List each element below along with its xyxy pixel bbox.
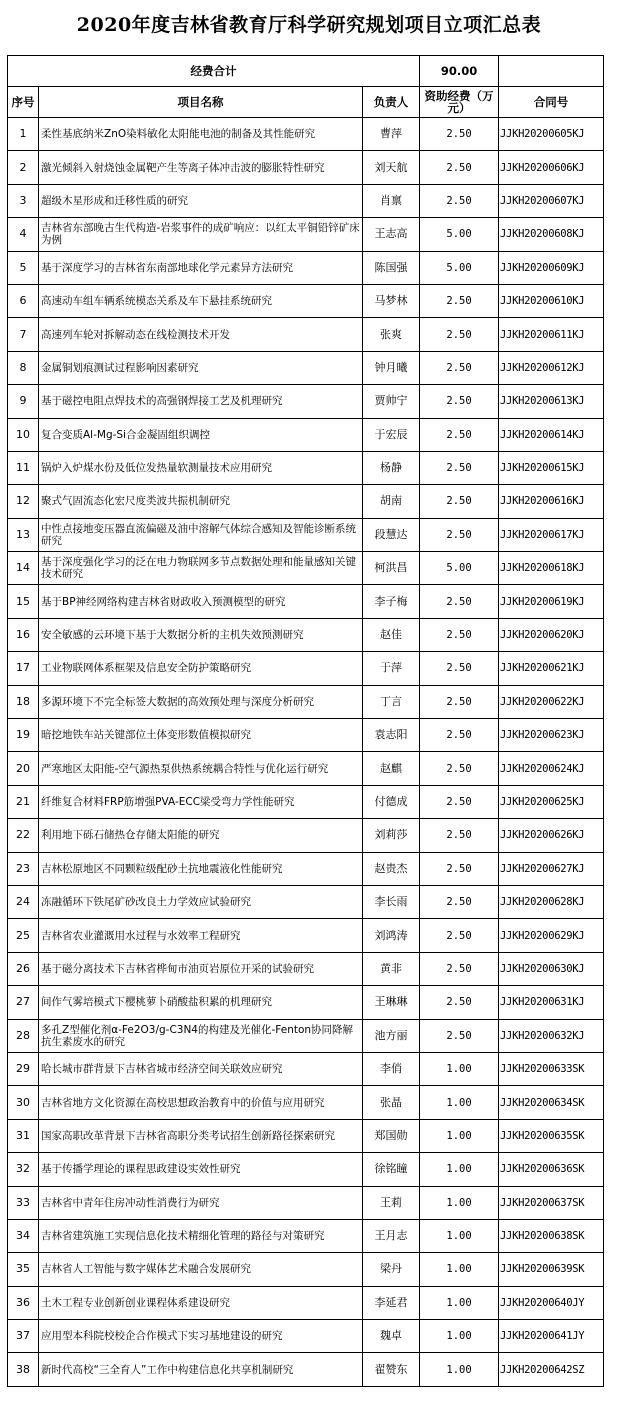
cell-code: JJKH20200605KJ [499, 118, 604, 151]
cell-fund: 1.00 [420, 1286, 499, 1319]
cell-fund: 2.50 [420, 986, 499, 1019]
cell-owner: 袁志阳 [363, 719, 420, 752]
cell-owner: 赵贵杰 [363, 852, 420, 885]
table-row [8, 351, 604, 384]
page-title: 2020年度吉林省教育厅科学研究规划项目立项汇总表 [76, 14, 542, 36]
summary-total: 90.00 [420, 56, 499, 87]
table-row [8, 785, 604, 818]
table-row [8, 618, 604, 651]
table-row [8, 885, 604, 918]
cell-fund: 2.50 [420, 184, 499, 217]
cell-code: JJKH20200609KJ [499, 251, 604, 284]
cell-name: 纤维复合材料FRP筋增强PVA-ECC梁受弯力学性能研究 [39, 785, 363, 818]
cell-owner: 刘天航 [363, 151, 420, 184]
cell-code: JJKH20200608KJ [499, 218, 604, 251]
table-row [8, 1286, 604, 1319]
cell-name: 吉林松原地区不同颗粒级配砂土抗地震液化性能研究 [39, 852, 363, 885]
cell-owner: 张爽 [363, 318, 420, 351]
cell-code: JJKH20200615KJ [499, 451, 604, 484]
cell-owner: 池方丽 [363, 1019, 420, 1052]
cell-name: 基于BP神经网络构建吉林省财政收入预测模型的研究 [39, 585, 363, 618]
cell-name: 吉林省地方文化资源在高校思想政治教育中的价值与应用研究 [39, 1086, 363, 1119]
cell-owner: 肖禀 [363, 184, 420, 217]
cell-seq: 17 [8, 652, 39, 685]
cell-owner: 郑国勋 [363, 1119, 420, 1152]
cell-fund: 2.50 [420, 852, 499, 885]
cell-code: JJKH20200610KJ [499, 284, 604, 317]
cell-fund: 2.50 [420, 885, 499, 918]
cell-owner: 张晶 [363, 1086, 420, 1119]
cell-seq: 1 [8, 118, 39, 151]
header-row [8, 87, 604, 118]
cell-fund: 2.50 [420, 919, 499, 952]
cell-seq: 20 [8, 752, 39, 785]
cell-owner: 王琳琳 [363, 986, 420, 1019]
cell-fund: 2.50 [420, 685, 499, 718]
table-row [8, 385, 604, 418]
cell-name: 金属铜划痕测试过程影响因素研究 [39, 351, 363, 384]
cell-name: 严寒地区太阳能-空气源热泵供热系统耦合特性与优化运行研究 [39, 752, 363, 785]
cell-owner: 梁丹 [363, 1253, 420, 1286]
cell-fund: 1.00 [420, 1320, 499, 1353]
cell-seq: 10 [8, 418, 39, 451]
table-row [8, 1186, 604, 1219]
cell-name: 中性点接地变压器直流偏磁及油中溶解气体综合感知及智能诊断系统研究 [39, 518, 363, 551]
cell-code: JJKH20200624KJ [499, 752, 604, 785]
cell-seq: 13 [8, 518, 39, 551]
cell-owner: 李延君 [363, 1286, 420, 1319]
cell-name: 基于深度强化学习的泛在电力物联网多节点数据处理和能量感知关键技术研究 [39, 552, 363, 585]
cell-code: JJKH20200613KJ [499, 385, 604, 418]
table-row [8, 1253, 604, 1286]
cell-name: 基于磁控电阻点焊技术的高强钢焊接工艺及机理研究 [39, 385, 363, 418]
cell-fund: 2.50 [420, 1019, 499, 1052]
cell-seq: 29 [8, 1052, 39, 1085]
cell-seq: 3 [8, 184, 39, 217]
cell-code: JJKH20200618KJ [499, 552, 604, 585]
cell-owner: 杨静 [363, 451, 420, 484]
cell-name: 基于传播学理论的课程思政建设实效性研究 [39, 1153, 363, 1186]
cell-code: JJKH20200633SK [499, 1052, 604, 1085]
cell-seq: 6 [8, 284, 39, 317]
cell-owner: 黄非 [363, 952, 420, 985]
cell-owner: 于宏辰 [363, 418, 420, 451]
cell-owner: 胡南 [363, 485, 420, 518]
cell-code: JJKH20200611KJ [499, 318, 604, 351]
cell-seq: 11 [8, 451, 39, 484]
cell-fund: 5.00 [420, 218, 499, 251]
cell-name: 间作气雾培模式下樱桃萝卜硝酸盐积累的机理研究 [39, 986, 363, 1019]
cell-name: 吉林省人工智能与数字媒体艺术融合发展研究 [39, 1253, 363, 1286]
cell-seq: 9 [8, 385, 39, 418]
table-row [8, 652, 604, 685]
cell-fund: 2.50 [420, 652, 499, 685]
cell-name: 土木工程专业创新创业课程体系建设研究 [39, 1286, 363, 1319]
cell-name: 应用型本科院校校企合作模式下实习基地建设的研究 [39, 1320, 363, 1353]
cell-name: 工业物联网体系框架及信息安全防护策略研究 [39, 652, 363, 685]
project-table [7, 55, 604, 1387]
table-row [8, 719, 604, 752]
cell-fund: 5.00 [420, 552, 499, 585]
cell-code: JJKH20200621KJ [499, 652, 604, 685]
table-row [8, 118, 604, 151]
cell-fund: 2.50 [420, 351, 499, 384]
cell-name: 多孔Z型催化剂α-Fe2O3/g-C3N4的构建及光催化-Fenton协同降解抗生素废水的研究 [39, 1019, 363, 1052]
cell-owner: 柯洪昌 [363, 552, 420, 585]
cell-name: 新时代高校“三全育人”工作中构建信息化共享机制研究 [39, 1353, 363, 1386]
summary-label: 经费合计 [8, 56, 420, 87]
table-row [8, 585, 604, 618]
cell-seq: 18 [8, 685, 39, 718]
cell-owner: 于萍 [363, 652, 420, 685]
cell-name: 吉林省东部晚古生代构造-岩浆事件的成矿响应：以红太平铜铅锌矿床为例 [39, 218, 363, 251]
cell-name: 柔性基底纳米ZnO染料敏化太阳能电池的制备及其性能研究 [39, 118, 363, 151]
cell-owner: 刘鸿涛 [363, 919, 420, 952]
cell-owner: 王月志 [363, 1219, 420, 1252]
table-row [8, 218, 604, 251]
cell-seq: 15 [8, 585, 39, 618]
cell-name: 激光倾斜入射烧蚀金属靶产生等离子体冲击波的膨胀特性研究 [39, 151, 363, 184]
cell-fund: 1.00 [420, 1186, 499, 1219]
table-row [8, 752, 604, 785]
cell-owner: 钟月曦 [363, 351, 420, 384]
cell-code: JJKH20200642SZ [499, 1353, 604, 1386]
cell-code: JJKH20200638SK [499, 1219, 604, 1252]
summary-row [8, 56, 604, 87]
table-row [8, 919, 604, 952]
cell-seq: 34 [8, 1219, 39, 1252]
table-row [8, 852, 604, 885]
cell-code: JJKH20200630KJ [499, 952, 604, 985]
cell-fund: 1.00 [420, 1086, 499, 1119]
cell-seq: 28 [8, 1019, 39, 1052]
cell-seq: 24 [8, 885, 39, 918]
cell-code: JJKH20200616KJ [499, 485, 604, 518]
cell-owner: 刘莉莎 [363, 819, 420, 852]
cell-seq: 7 [8, 318, 39, 351]
cell-code: JJKH20200614KJ [499, 418, 604, 451]
cell-fund: 2.50 [420, 752, 499, 785]
table-row [8, 1019, 604, 1052]
cell-name: 安全敏感的云环境下基于大数据分析的主机失效预测研究 [39, 618, 363, 651]
table-row [8, 552, 604, 585]
cell-fund: 2.50 [420, 952, 499, 985]
cell-name: 暗挖地铁车站关键部位土体变形数值模拟研究 [39, 719, 363, 752]
cell-fund: 2.50 [420, 385, 499, 418]
cell-code: JJKH20200627KJ [499, 852, 604, 885]
table-body [8, 118, 604, 1387]
cell-fund: 1.00 [420, 1253, 499, 1286]
cell-name: 基于磁分离技术下吉林省桦甸市油页岩原位开采的试验研究 [39, 952, 363, 985]
cell-owner: 付德成 [363, 785, 420, 818]
cell-seq: 33 [8, 1186, 39, 1219]
table-row [8, 151, 604, 184]
cell-seq: 26 [8, 952, 39, 985]
cell-owner: 李子梅 [363, 585, 420, 618]
cell-fund: 1.00 [420, 1353, 499, 1386]
cell-fund: 1.00 [420, 1119, 499, 1152]
cell-seq: 21 [8, 785, 39, 818]
cell-code: JJKH20200637SK [499, 1186, 604, 1219]
table-row [8, 251, 604, 284]
cell-seq: 16 [8, 618, 39, 651]
cell-fund: 2.50 [420, 318, 499, 351]
cell-fund: 2.50 [420, 418, 499, 451]
cell-owner: 曹萍 [363, 118, 420, 151]
cell-seq: 30 [8, 1086, 39, 1119]
cell-seq: 38 [8, 1353, 39, 1386]
cell-code: JJKH20200623KJ [499, 719, 604, 752]
cell-name: 冻融循环下铁尾矿砂改良土力学效应试验研究 [39, 885, 363, 918]
cell-fund: 2.50 [420, 618, 499, 651]
cell-seq: 12 [8, 485, 39, 518]
cell-code: JJKH20200620KJ [499, 618, 604, 651]
cell-code: JJKH20200619KJ [499, 585, 604, 618]
table-row [8, 1052, 604, 1085]
cell-owner: 陈国强 [363, 251, 420, 284]
cell-owner: 马梦林 [363, 284, 420, 317]
cell-seq: 36 [8, 1286, 39, 1319]
cell-fund: 1.00 [420, 1052, 499, 1085]
cell-name: 吉林省中青年住房冲动性消费行为研究 [39, 1186, 363, 1219]
cell-fund: 1.00 [420, 1219, 499, 1252]
cell-code: JJKH20200632KJ [499, 1019, 604, 1052]
header-seq: 序号 [8, 87, 39, 118]
cell-code: JJKH20200625KJ [499, 785, 604, 818]
cell-code: JJKH20200606KJ [499, 151, 604, 184]
cell-owner: 赵麒 [363, 752, 420, 785]
cell-name: 吉林省农业灌溉用水过程与水效率工程研究 [39, 919, 363, 952]
cell-owner: 贾帅宁 [363, 385, 420, 418]
cell-name: 超级木星形成和迁移性质的研究 [39, 184, 363, 217]
cell-owner: 丁言 [363, 685, 420, 718]
cell-seq: 14 [8, 552, 39, 585]
cell-seq: 32 [8, 1153, 39, 1186]
table-row [8, 485, 604, 518]
cell-owner: 魏卓 [363, 1320, 420, 1353]
header-owner: 负责人 [363, 87, 420, 118]
table-row [8, 1153, 604, 1186]
cell-seq: 27 [8, 986, 39, 1019]
header-fund: 资助经费（万元） [420, 87, 499, 118]
table-row [8, 1119, 604, 1152]
cell-code: JJKH20200636SK [499, 1153, 604, 1186]
cell-fund: 2.50 [420, 284, 499, 317]
cell-fund: 2.50 [420, 719, 499, 752]
cell-name: 利用地下砾石储热仓存储太阳能的研究 [39, 819, 363, 852]
cell-code: JJKH20200641JY [499, 1320, 604, 1353]
cell-seq: 4 [8, 218, 39, 251]
table-row [8, 986, 604, 1019]
cell-code: JJKH20200635SK [499, 1119, 604, 1152]
table-row [8, 451, 604, 484]
cell-seq: 35 [8, 1253, 39, 1286]
cell-name: 高速列车轮对拆解动态在线检测技术开发 [39, 318, 363, 351]
cell-seq: 31 [8, 1119, 39, 1152]
table-row [8, 952, 604, 985]
table-row [8, 819, 604, 852]
cell-code: JJKH20200639SK [499, 1253, 604, 1286]
cell-fund: 5.00 [420, 251, 499, 284]
cell-seq: 37 [8, 1320, 39, 1353]
cell-owner: 段慧达 [363, 518, 420, 551]
cell-code: JJKH20200622KJ [499, 685, 604, 718]
table-row [8, 518, 604, 551]
cell-name: 复合变质Al-Mg-Si合金凝固组织调控 [39, 418, 363, 451]
cell-fund: 2.50 [420, 585, 499, 618]
cell-seq: 25 [8, 919, 39, 952]
cell-code: JJKH20200631KJ [499, 986, 604, 1019]
table-row [8, 1353, 604, 1386]
cell-code: JJKH20200628KJ [499, 885, 604, 918]
cell-owner: 赵佳 [363, 618, 420, 651]
cell-code: JJKH20200629KJ [499, 919, 604, 952]
header-name: 项目名称 [39, 87, 363, 118]
cell-name: 哈长城市群背景下吉林省城市经济空间关联效应研究 [39, 1052, 363, 1085]
table-row [8, 1320, 604, 1353]
cell-name: 基于深度学习的吉林省东南部地球化学元素异方法研究 [39, 251, 363, 284]
cell-fund: 2.50 [420, 451, 499, 484]
cell-seq: 5 [8, 251, 39, 284]
cell-code: JJKH20200612KJ [499, 351, 604, 384]
header-code: 合同号 [499, 87, 604, 118]
cell-owner: 李长雨 [363, 885, 420, 918]
cell-code: JJKH20200607KJ [499, 184, 604, 217]
cell-seq: 23 [8, 852, 39, 885]
cell-seq: 22 [8, 819, 39, 852]
cell-code: JJKH20200617KJ [499, 518, 604, 551]
cell-fund: 2.50 [420, 151, 499, 184]
cell-owner: 李俏 [363, 1052, 420, 1085]
cell-fund: 2.50 [420, 785, 499, 818]
table-row [8, 184, 604, 217]
cell-fund: 2.50 [420, 518, 499, 551]
cell-name: 国家高职改革背景下吉林省高职分类考试招生创新路径探索研究 [39, 1119, 363, 1152]
table-row [8, 1086, 604, 1119]
cell-name: 锅炉入炉煤水份及低位发热量软测量技术应用研究 [39, 451, 363, 484]
cell-seq: 19 [8, 719, 39, 752]
cell-owner: 王莉 [363, 1186, 420, 1219]
cell-code: JJKH20200634SK [499, 1086, 604, 1119]
cell-code: JJKH20200626KJ [499, 819, 604, 852]
cell-name: 聚式气固流态化宏尺度类波共振机制研究 [39, 485, 363, 518]
cell-name: 高速动车组车辆系统模态关系及车下悬挂系统研究 [39, 284, 363, 317]
table-row [8, 418, 604, 451]
cell-code: JJKH20200640JY [499, 1286, 604, 1319]
cell-owner: 徐铭瞳 [363, 1153, 420, 1186]
cell-fund: 2.50 [420, 485, 499, 518]
cell-fund: 1.00 [420, 1153, 499, 1186]
cell-name: 吉林省建筑施工实现信息化技术精细化管理的路径与对策研究 [39, 1219, 363, 1252]
table-row [8, 284, 604, 317]
table-row [8, 318, 604, 351]
table-row [8, 1219, 604, 1252]
cell-fund: 2.50 [420, 819, 499, 852]
summary-empty-cell [499, 56, 604, 87]
cell-seq: 8 [8, 351, 39, 384]
cell-fund: 2.50 [420, 118, 499, 151]
cell-seq: 2 [8, 151, 39, 184]
table-row [8, 685, 604, 718]
cell-owner: 翟赞东 [363, 1353, 420, 1386]
cell-name: 多源环境下不完全标签大数据的高效预处理与深度分析研究 [39, 685, 363, 718]
cell-owner: 王志高 [363, 218, 420, 251]
